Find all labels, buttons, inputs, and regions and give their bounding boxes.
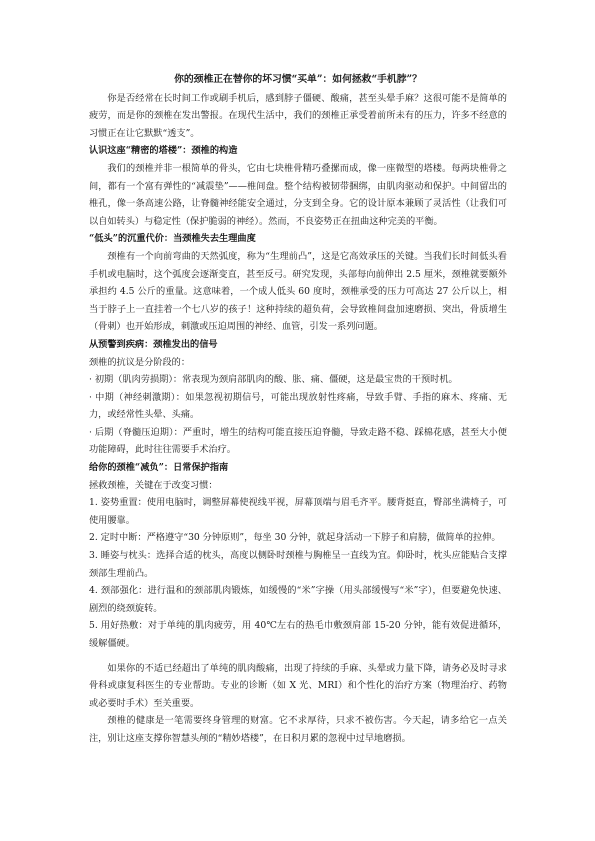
spacer [89, 653, 507, 660]
section-lead: 拯救颈椎，关键在于改变习惯： [89, 479, 218, 491]
list-item: 4. 颈部强化：进行温和的颈部肌肉锻炼，如缓慢的“米”字操（用头部缓慢写“米”字），但要避免快速、剧烈的绕颈旋转。 [89, 585, 507, 614]
list-item: 5. 用好热敷：对于单纯的肌肉疲劳，用 40℃左右的热毛巾敷颈肩部 15-20 分钟，能有效促进循环，缓解僵硬。 [89, 620, 507, 649]
section-heading-structure: 认识这座“精密的塔楼”：颈椎的构造 [89, 145, 238, 157]
closing-paragraph: 颈椎的健康是一笔需要终身管理的财富。它不求厚待，只求不被伤害。今天起，请多给它一点关注，别让这座支撑你智慧头颅的“精妙塔楼”，在日积月累的忽视中过早地磨损。 [89, 715, 507, 744]
section-lead: 颈椎的抗议是分阶段的： [89, 356, 191, 368]
section-paragraph: 我们的颈椎并非一根简单的骨头，它由七块椎骨精巧叠摞而成，像一座微型的塔楼。每两块椎骨之间，都有一个富有弹性的“减震垫”——椎间盘。整个结构被韧带捆绑，由肌肉驱动和保护。中间留出的椎孔，像一条高速公路，让脊髓神经能安全通过，分支到全身。它的设计原本兼顾了灵活性（让我们可以自如转头）与稳定性（保护脆弱的神经）。然而，不良姿势正在扭曲这种完美的平衡。 [89, 162, 507, 227]
list-item: 3. 睡姿与枕头：选择合适的枕头，高度以侧卧时颈椎与胸椎呈一直线为宜。仰卧时，枕头应能贴合支撑颈部生理前凸。 [89, 550, 507, 579]
section-heading-curvature: “低头”的沉重代价：当颈椎失去生理曲度 [89, 233, 256, 245]
section-paragraph: 颈椎有一个向前弯曲的天然弧度，称为“生理前凸”，这是它高效承压的关键。当我们长时间低头看手机或电脑时，这个弧度会逐渐变直，甚至反弓。研究发现，头部每向前伸出 2.5 厘米，颈椎就要额外承担约 4.5 公斤的重量。这意味着，一个成人低头 60 度时，颈椎承受的压力可高达 27 公斤以上，相当于脖子上一直挂着一个七八岁的孩子！这种持续的超负荷，会导致椎间盘加速磨损、突出，骨质增生（骨刺）也开始形成，刺激或压迫周围的神经、血管，引发一系列问题。 [89, 250, 507, 333]
list-item: 1. 姿势重置：使用电脑时，调整屏幕使视线平视，屏幕顶端与眉毛齐平。腰背挺直，臀部坐满椅子，可使用腰靠。 [89, 497, 507, 526]
intro-paragraph: 你是否经常在长时间工作或刷手机后，感到脖子僵硬、酸痛，甚至头晕手麻？这很可能不是简单的疲劳，而是你的颈椎在发出警报。在现代生活中，我们的颈椎正承受着前所未有的压力，许多不经意的习惯正在让它默默“透支”。 [89, 92, 507, 139]
section-heading-signals: 从预警到疾病：颈椎发出的信号 [89, 338, 218, 350]
list-item: · 中期（神经刺激期）：如果忽视初期信号，可能出现放射性疼痛，导致手臂、手指的麻木、疼痛、无力，或经常性头晕、头痛。 [89, 391, 507, 421]
closing-paragraph: 如果你的不适已经超出了单纯的肌肉酸痛，出现了持续的手麻、头晕或力量下降，请务必及时寻求骨科或康复科医生的专业帮助。专业的诊断（如 X 光、MRI）和个性化的治疗方案（物理治疗、药物或必要时手术）至关重要。 [89, 662, 507, 709]
list-item: 2. 定时中断：严格遵守“30 分钟原则”，每坐 30 分钟，就起身活动一下脖子和肩膀，做简单的拉伸。 [89, 532, 501, 544]
list-item: · 初期（肌肉劳损期）：常表现为颈肩部肌肉的酸、胀、痛、僵硬，这是最宝贵的干预时机。 [89, 374, 458, 386]
article-title: 你的颈椎正在替你的坏习惯“买单”：如何拯救“手机脖”？ [174, 74, 422, 85]
list-item: · 后期（脊髓压迫期）：严重时，增生的结构可能直接压迫脊髓，导致走路不稳、踩棉花感，甚至大小便功能障碍，此时往往需要手术治疗。 [89, 426, 507, 456]
article-body [89, 71, 507, 748]
section-heading-guide: 给你的颈椎“减负”：日常保护指南 [89, 462, 229, 474]
